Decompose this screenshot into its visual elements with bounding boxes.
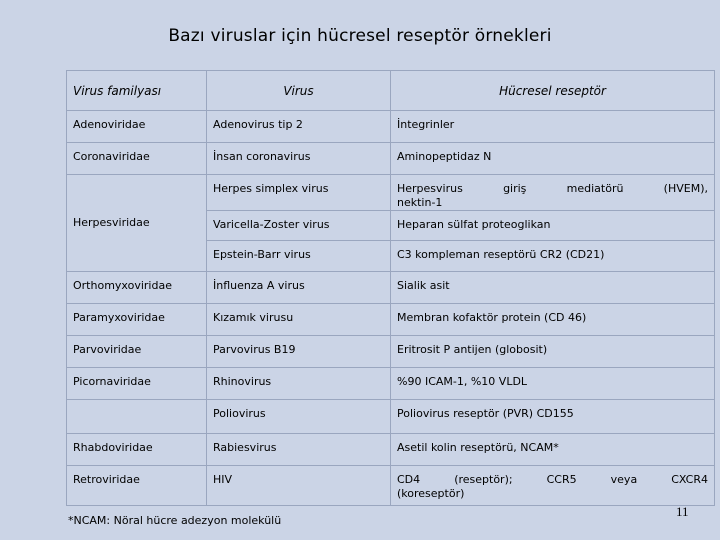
virus-cell: Herpes simplex virus xyxy=(207,175,391,211)
receptor-table xyxy=(66,70,715,506)
virus-cell: Parvovirus B19 xyxy=(207,336,391,368)
receptor-line-justified: CD4 (reseptör); CCR5 veya CXCR4 xyxy=(397,473,708,486)
virus-cell: Adenovirus tip 2 xyxy=(207,111,391,143)
table-row xyxy=(67,111,715,143)
virus-cell: İnsan coronavirus xyxy=(207,143,391,175)
slide-title: Bazı viruslar için hücresel reseptör örnekleri xyxy=(168,26,552,46)
receptor-cell: Poliovirus reseptör (PVR) CD155 xyxy=(391,400,715,434)
header-virus-family: Virus familyası xyxy=(67,71,207,111)
table-row xyxy=(67,304,715,336)
table-row xyxy=(67,368,715,400)
virus-cell: HIV xyxy=(207,466,391,506)
family-cell: Picornaviridae xyxy=(67,368,207,400)
table-row xyxy=(67,175,715,211)
family-cell: Retroviridae xyxy=(67,466,207,506)
family-cell: Orthomyxoviridae xyxy=(67,272,207,304)
receptor-cell: C3 kompleman reseptörü CR2 (CD21) xyxy=(391,241,715,272)
receptor-cell: Aminopeptidaz N xyxy=(391,143,715,175)
table-row xyxy=(67,336,715,368)
table-row xyxy=(67,434,715,466)
header-cellular-receptor: Hücresel reseptör xyxy=(391,71,715,111)
family-cell: Paramyxoviridae xyxy=(67,304,207,336)
family-cell xyxy=(67,400,207,434)
virus-cell: Kızamık virusu xyxy=(207,304,391,336)
family-cell: Adenoviridae xyxy=(67,111,207,143)
virus-cell: Varicella-Zoster virus xyxy=(207,211,391,241)
receptor-cell: Membran kofaktör protein (CD 46) xyxy=(391,304,715,336)
family-cell: Herpesviridae xyxy=(67,175,207,272)
receptor-line-justified: Herpesvirus giriş mediatörü (HVEM), xyxy=(397,182,708,195)
page-number: 11 xyxy=(676,504,689,519)
table-row xyxy=(67,143,715,175)
family-cell: Rhabdoviridae xyxy=(67,434,207,466)
receptor-cell: Asetil kolin reseptörü, NCAM* xyxy=(391,434,715,466)
table-row xyxy=(67,272,715,304)
receptor-cell: Eritrosit P antijen (globosit) xyxy=(391,336,715,368)
virus-cell: Rhinovirus xyxy=(207,368,391,400)
receptor-cell: Herpesvirus giriş mediatörü (HVEM), nektin-1 xyxy=(391,175,715,211)
table-row xyxy=(67,400,715,434)
family-cell: Parvoviridae xyxy=(67,336,207,368)
virus-cell: Rabiesvirus xyxy=(207,434,391,466)
receptor-cell: Sialik asit xyxy=(391,272,715,304)
family-cell: Coronaviridae xyxy=(67,143,207,175)
virus-cell: Epstein-Barr virus xyxy=(207,241,391,272)
header-virus: Virus xyxy=(207,71,391,111)
footnote: *NCAM: Nöral hücre adezyon molekülü xyxy=(68,514,282,527)
receptor-cell: İntegrinler xyxy=(391,111,715,143)
receptor-cell: Heparan sülfat proteoglikan xyxy=(391,211,715,241)
table-row xyxy=(67,466,715,506)
receptor-cell: %90 ICAM-1, %10 VLDL xyxy=(391,368,715,400)
table-header-row xyxy=(67,71,715,111)
receptor-cell: CD4 (reseptör); CCR5 veya CXCR4 (koreseptör) xyxy=(391,466,715,506)
virus-cell: İnfluenza A virus xyxy=(207,272,391,304)
virus-cell: Poliovirus xyxy=(207,400,391,434)
